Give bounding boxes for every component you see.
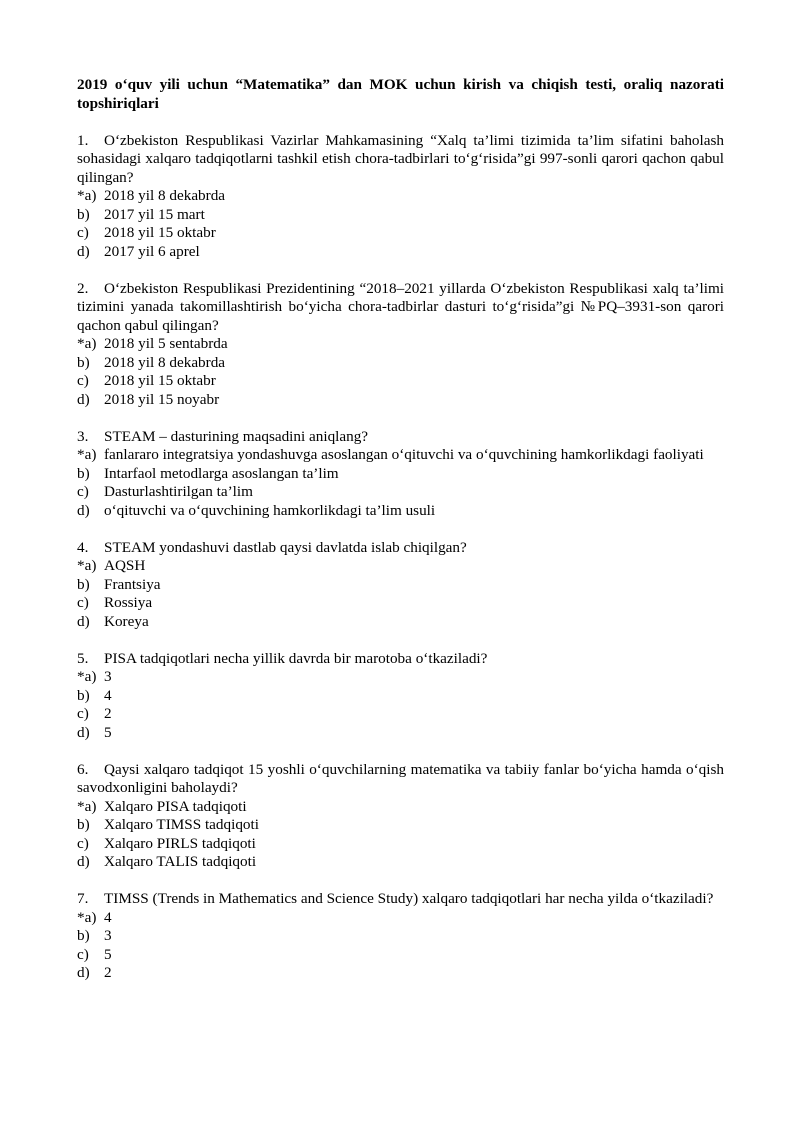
option-text: 2 xyxy=(104,964,112,981)
option-text: 5 xyxy=(104,945,112,963)
option-letter: d) xyxy=(77,853,90,870)
option-letter: c) xyxy=(77,594,89,611)
answer-option xyxy=(77,853,724,872)
question-3 xyxy=(77,428,724,521)
question-text xyxy=(77,132,724,188)
option-letter: c) xyxy=(77,224,89,241)
option-letter: b) xyxy=(77,816,90,833)
question-2 xyxy=(77,280,724,410)
answer-option xyxy=(77,964,724,983)
answer-option xyxy=(77,946,724,965)
option-letter: d) xyxy=(77,390,90,408)
option-text: Frantsiya xyxy=(104,575,161,593)
answer-option xyxy=(77,224,724,243)
option-letter: *a) xyxy=(77,908,97,926)
answer-option xyxy=(77,206,724,225)
option-text: 2018 yil 8 dekabrda xyxy=(104,353,226,371)
option-text: 4 xyxy=(104,686,112,704)
option-letter: *a) xyxy=(77,335,97,352)
option-letter: c) xyxy=(77,834,89,852)
answer-option xyxy=(77,594,724,613)
question-number: 5. xyxy=(77,649,89,667)
question-text xyxy=(77,761,724,798)
option-text: 3 xyxy=(104,927,112,944)
option-text: o‘qituvchi va o‘quvchining hamkorlikdagi ta’lim usuli xyxy=(104,501,436,519)
question-5 xyxy=(77,650,724,743)
question-text xyxy=(77,890,724,909)
option-letter: b) xyxy=(77,575,90,593)
answer-option xyxy=(77,391,724,410)
question-1 xyxy=(77,132,724,262)
option-text: Xalqaro TALIS tadqiqoti xyxy=(104,853,257,870)
answer-option xyxy=(77,243,724,262)
option-letter: d) xyxy=(77,723,90,741)
option-text: Xalqaro PISA tadqiqoti xyxy=(104,797,247,815)
question-number: 3. xyxy=(77,427,89,445)
answer-option xyxy=(77,668,724,687)
question-6 xyxy=(77,761,724,872)
option-letter: b) xyxy=(77,353,90,371)
answer-option xyxy=(77,687,724,706)
option-text: 3 xyxy=(104,668,112,685)
answer-option xyxy=(77,816,724,835)
option-text: 2018 yil 5 sentabrda xyxy=(104,335,228,352)
document-title: 2019 o‘quv yili uchun “Matematika” dan MOK uchun kirish va chiqish testi, oraliq nazorati topshiriqlari xyxy=(77,76,724,112)
option-letter: b) xyxy=(77,205,90,223)
option-text: fanlararo integratsiya yondashuvga asoslangan o‘qituvchi va o‘quvchining hamkorlikdagi faoliyati xyxy=(104,446,704,463)
answer-option xyxy=(77,613,724,632)
answer-option xyxy=(77,705,724,724)
question-number: 7. xyxy=(77,890,89,907)
question-body: Qaysi xalqaro tadqiqot 15 yoshli o‘quvchilarning matematika va tabiiy fanlar bo‘yicha hamda o‘qish savodxonligini baholaydi? xyxy=(77,760,724,796)
question-text xyxy=(77,539,724,558)
option-text: 2017 yil 15 mart xyxy=(104,205,205,223)
option-letter: d) xyxy=(77,612,90,630)
option-text: Dasturlashtirilgan ta’lim xyxy=(104,483,253,500)
answer-option xyxy=(77,557,724,576)
question-list xyxy=(77,132,724,983)
option-letter: *a) xyxy=(77,446,97,463)
question-7 xyxy=(77,890,724,983)
option-text: 2 xyxy=(104,705,112,722)
answer-option xyxy=(77,483,724,502)
option-letter: c) xyxy=(77,372,89,389)
option-letter: *a) xyxy=(77,668,97,685)
question-body: O‘zbekiston Respublikasi Prezidentining “2018–2021 yillarda O‘zbekiston Respublikasi xalq ta’limi tizimini yanada takomillashtirish bo‘yicha chora-tadbirlar dasturi to‘g‘risida”gi №PQ–3931-son qarori qachon qabul qilingan? xyxy=(77,279,724,334)
question-number: 1. xyxy=(77,131,89,149)
question-body: TIMSS (Trends in Mathematics and Science Study) xalqaro tadqiqotlari har necha yilda o‘tkaziladi? xyxy=(104,890,714,907)
option-letter: c) xyxy=(77,705,89,722)
option-letter: c) xyxy=(77,945,89,963)
question-body: STEAM yondashuvi dastlab qaysi davlatda islab chiqilgan? xyxy=(104,538,467,556)
option-text: 2018 yil 15 oktabr xyxy=(104,372,216,389)
question-number: 4. xyxy=(77,538,89,556)
option-letter: b) xyxy=(77,464,90,482)
option-text: 5 xyxy=(104,723,112,741)
option-text: 2018 yil 8 dekabrda xyxy=(104,187,226,204)
option-text: 2018 yil 15 oktabr xyxy=(104,224,216,241)
option-text: Xalqaro TIMSS tadqiqoti xyxy=(104,816,259,833)
answer-option xyxy=(77,502,724,521)
option-text: Koreya xyxy=(104,612,149,630)
question-body: O‘zbekiston Respublikasi Vazirlar Mahkamasining “Xalq ta’limi tizimida ta’lim sifatini baholash sohasidagi xalqaro tadqiqotlarni tashkil etish chora-tadbirlari to‘g‘risida”gi 997-sonli qarori qachon qabul qilingan? xyxy=(77,131,724,186)
option-letter: b) xyxy=(77,927,90,944)
answer-option xyxy=(77,798,724,817)
answer-option xyxy=(77,927,724,946)
question-number: 2. xyxy=(77,279,89,297)
answer-option xyxy=(77,835,724,854)
option-text: Rossiya xyxy=(104,594,153,611)
answer-option xyxy=(77,187,724,206)
option-text: 2018 yil 15 noyabr xyxy=(104,390,220,408)
option-letter: *a) xyxy=(77,797,97,815)
option-letter: c) xyxy=(77,483,89,500)
option-text: AQSH xyxy=(104,557,146,574)
answer-option xyxy=(77,446,724,465)
option-letter: d) xyxy=(77,964,90,981)
answer-option xyxy=(77,335,724,354)
answer-option xyxy=(77,465,724,484)
option-letter: b) xyxy=(77,686,90,704)
question-text xyxy=(77,650,724,669)
answer-option xyxy=(77,724,724,743)
option-text: Xalqaro PIRLS tadqiqoti xyxy=(104,834,256,852)
option-letter: *a) xyxy=(77,557,97,574)
question-4 xyxy=(77,539,724,632)
option-text: 2017 yil 6 aprel xyxy=(104,242,200,260)
answer-option xyxy=(77,372,724,391)
question-body: PISA tadqiqotlari necha yillik davrda bir marotoba o‘tkaziladi? xyxy=(104,649,488,667)
question-text xyxy=(77,428,724,447)
answer-option xyxy=(77,576,724,595)
option-letter: *a) xyxy=(77,187,97,204)
option-letter: d) xyxy=(77,242,90,260)
answer-option xyxy=(77,909,724,928)
question-text xyxy=(77,280,724,336)
option-letter: d) xyxy=(77,501,90,519)
answer-option xyxy=(77,354,724,373)
question-number: 6. xyxy=(77,760,89,778)
question-body: STEAM – dasturining maqsadini aniqlang? xyxy=(104,427,369,445)
option-text: Intarfaol metodlarga asoslangan ta’lim xyxy=(104,464,339,482)
option-text: 4 xyxy=(104,908,112,926)
